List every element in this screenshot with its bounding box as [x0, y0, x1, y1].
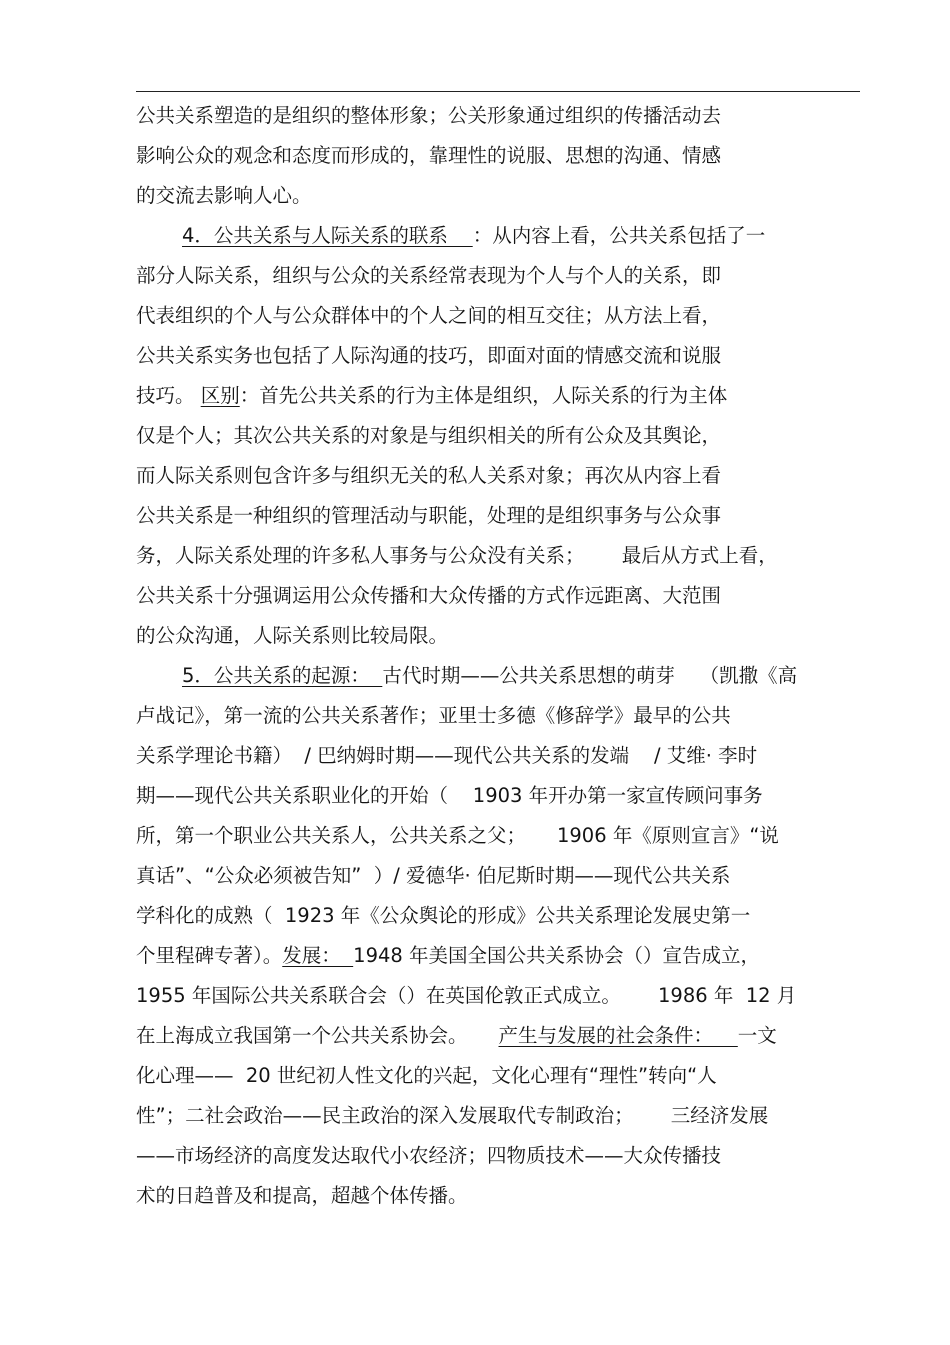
text-run: 在上海成立我国第一个公共关系协会。 — [136, 1024, 499, 1047]
text-run: 古代时期——公共关系思想的萌芽 （凯撒《高 — [382, 664, 798, 687]
text-line — [136, 983, 796, 1009]
text-line — [136, 863, 730, 889]
text-line — [136, 823, 779, 849]
text-run: 仅是个人；其次公共关系的对象是与组织相关的所有公众及其舆论， — [136, 424, 722, 447]
text-run: 一文 — [737, 1024, 777, 1047]
text-line — [136, 503, 721, 529]
underlined-term: 4．公共关系与人际关系的联系 — [182, 224, 473, 247]
text-run: 代表组织的个人与公众群体中的个人之间的相互交往；从方法上看， — [136, 304, 722, 327]
text-run: 的公众沟通，人际关系则比较局限。 — [136, 624, 449, 647]
text-line — [136, 183, 312, 209]
text-line — [136, 703, 731, 729]
text-run: 真话”、“公众必须被告知” ）/ 爱德华· 伯尼斯时期——现代公共关系 — [136, 864, 731, 887]
underlined-term: 产生与发展的社会条件： — [498, 1024, 738, 1047]
text-line — [136, 743, 757, 769]
text-line — [136, 1023, 777, 1049]
text-run: 卢战记》，第一流的公共关系著作；亚里士多德《修辞学》最早的公共 — [136, 704, 731, 727]
text-line — [136, 943, 760, 969]
text-line — [136, 903, 750, 929]
text-line — [136, 303, 721, 329]
text-line — [136, 103, 721, 129]
text-run: 化心理—— 20 世纪初人性文化的兴起，文化心理有“理性”转向“人 — [136, 1064, 717, 1087]
text-line — [136, 1183, 468, 1209]
text-line — [136, 1063, 717, 1089]
text-run: 而人际关系则包含许多与组织无关的私人关系对象；再次从内容上看 — [136, 464, 722, 487]
text-line — [136, 423, 721, 449]
underlined-term: 5．公共关系的起源： — [182, 664, 383, 687]
text-line — [136, 263, 721, 289]
text-line — [136, 1103, 768, 1129]
text-line — [136, 543, 778, 569]
text-run: ——市场经济的高度发达取代小农经济；四物质技术——大众传播技 — [136, 1144, 722, 1167]
text-line — [136, 623, 448, 649]
underlined-term: 区别 — [200, 384, 240, 407]
text-run: 个里程碑专著）。 — [136, 944, 283, 967]
text-run: 技巧。 — [136, 384, 201, 407]
text-run: 公共关系塑造的是组织的整体形象；公关形象通过组织的传播活动去 — [136, 104, 722, 127]
text-run: ：首先公共关系的行为主体是组织，人际关系的行为主体 — [239, 384, 728, 407]
text-run: 部分人际关系，组织与公众的关系经常表现为个人与个人的关系，即 — [136, 264, 722, 287]
text-run: 公共关系十分强调运用公众传播和大众传播的方式作远距离、大范围 — [136, 584, 722, 607]
text-line — [136, 383, 727, 409]
text-run: 1955 年国际公共关系联合会（）在英国伦敦正式成立。 1986 年 12 月 — [136, 984, 797, 1007]
underlined-term: 发展： — [282, 944, 354, 967]
text-run: 影响公众的观念和态度而形成的，靠理性的说服、思想的沟通、情感 — [136, 144, 722, 167]
text-line — [182, 663, 797, 689]
text-run: 术的日趋普及和提高，超越个体传播。 — [136, 1184, 468, 1207]
text-run: 期——现代公共关系职业化的开始（ 1903 年开办第一家宣传顾问事务 — [136, 784, 763, 807]
text-run: 学科化的成熟（ 1923 年《公众舆论的形成》公共关系理论发展史第一 — [136, 904, 751, 927]
text-line — [136, 343, 721, 369]
text-run: 公共关系实务也包括了人际沟通的技巧，即面对面的情感交流和说服 — [136, 344, 722, 367]
text-run: 关系学理论书籍） / 巴纳姆时期——现代公共关系的发端 / 艾维· 李时 — [136, 744, 758, 767]
text-run: 1948 年美国全国公共关系协会（）宣告成立， — [353, 944, 760, 967]
text-run: 务，人际关系处理的许多私人事务与公众没有关系； 最后从方式上看， — [136, 544, 778, 567]
text-line — [136, 143, 721, 169]
text-run: 的交流去影响人心。 — [136, 184, 312, 207]
text-line — [182, 223, 765, 249]
text-run: 公共关系是一种组织的管理活动与职能，处理的是组织事务与公众事 — [136, 504, 722, 527]
text-line — [136, 1143, 721, 1169]
text-line — [136, 783, 763, 809]
text-run: 所，第一个职业公共关系人，公共关系之父； 1906 年《原则宣言》“说 — [136, 824, 779, 847]
text-line — [136, 583, 721, 609]
text-run: 性”；二社会政治——民主政治的深入发展取代专制政治； 三经济发展 — [136, 1104, 769, 1127]
text-run: ：从内容上看，公共关系包括了一 — [472, 224, 766, 247]
text-line — [136, 463, 721, 489]
